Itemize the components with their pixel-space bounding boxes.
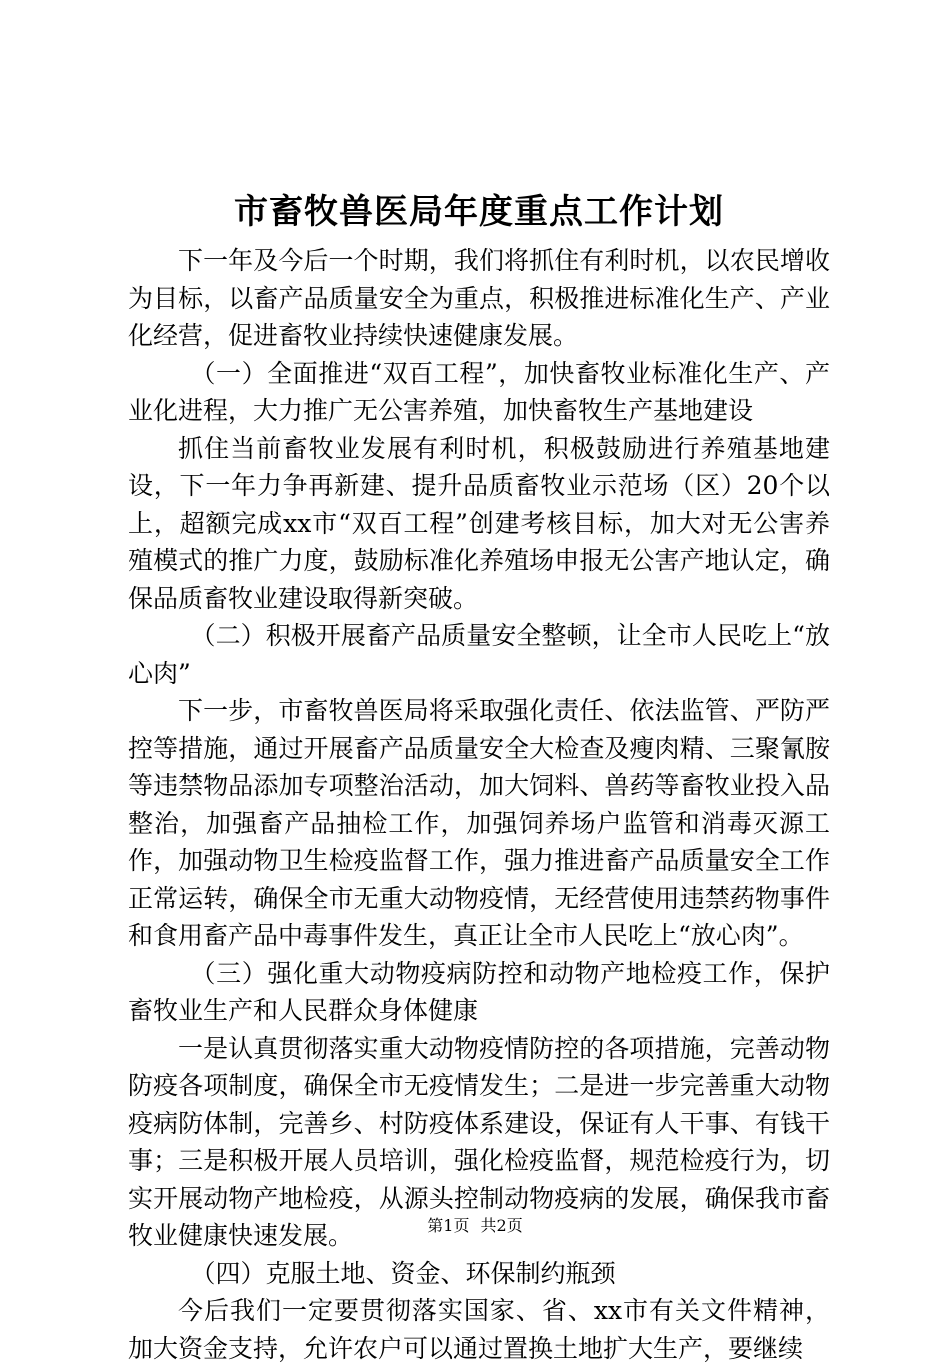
paragraph-intro: 下一年及今后一个时期，我们将抓住有利时机，以农民增收为目标，以畜产品质量安全为重点，积极推进标准化生产、产业化经营，促进畜牧业持续快速健康发展。 — [128, 246, 830, 350]
paragraph-section-4: 今后我们一定要贯彻落实国家、省、xx市有关文件精神，加大资金支持，允许农户可以通过置换土地扩大生产，要继续 — [128, 1296, 830, 1363]
section-heading-3: （三）强化重大动物疫病防控和动物产地检疫工作，保护畜牧业生产和人民群众身体健康 — [128, 958, 830, 1025]
page-number-current: 第1页 — [427, 1216, 470, 1235]
document-page — [128, 190, 830, 1367]
paragraph-section-2: 下一步，市畜牧兽医局将采取强化责任、依法监管、严防严控等措施，通过开展畜产品质量安全大检查及瘦肉精、三聚氰胺等违禁物品添加专项整治活动，加大饲料、兽药等畜牧业投入品整治，加强畜产品抽检工作，加强饲养场户监管和消毒灭源工作，加强动物卫生检疫监督工作，强力推进畜产品质量安全工作正常运转，确保全市无重大动物疫情，无经营使用违禁药物事件和食用畜产品中毒事件发生，真正让全市人民吃上“放心肉”。 — [128, 696, 830, 950]
paragraph-section-1: 抓住当前畜牧业发展有利时机，积极鼓励进行养殖基地建设，下一年力争再新建、提升品质畜牧业示范场（区）20个以上，超额完成xx市“双百工程”创建考核目标，加大对无公害养殖模式的推广力度，鼓励标准化养殖场申报无公害产地认定，确保品质畜牧业建设取得新突破。 — [128, 433, 830, 613]
document-title: 市畜牧兽医局年度重点工作计划 — [234, 192, 724, 232]
page-number-total: 共2页 — [480, 1216, 523, 1235]
section-heading-1: （一）全面推进“双百工程”，加快畜牧业标准化生产、产业化进程，大力推广无公害养殖，加快畜牧生产基地建设 — [128, 358, 830, 425]
section-heading-2: （二）积极开展畜产品质量安全整顿，让全市人民吃上“放心肉” — [128, 621, 830, 688]
page-footer — [0, 1216, 950, 1236]
paragraph-section-3: 一是认真贯彻落实重大动物疫情防控的各项措施，完善动物防疫各项制度，确保全市无疫情发生；二是进一步完善重大动物疫病防体制，完善乡、村防疫体系建设，保证有人干事、有钱干事；三是积极开展人员培训，强化检疫监督，规范检疫行为，切实开展动物产地检疫，从源头控制动物疫病的发展，确保我市畜牧业健康快速发展。 — [128, 1033, 830, 1250]
section-heading-4: （四）克服土地、资金、环保制约瓶颈 — [190, 1258, 616, 1288]
